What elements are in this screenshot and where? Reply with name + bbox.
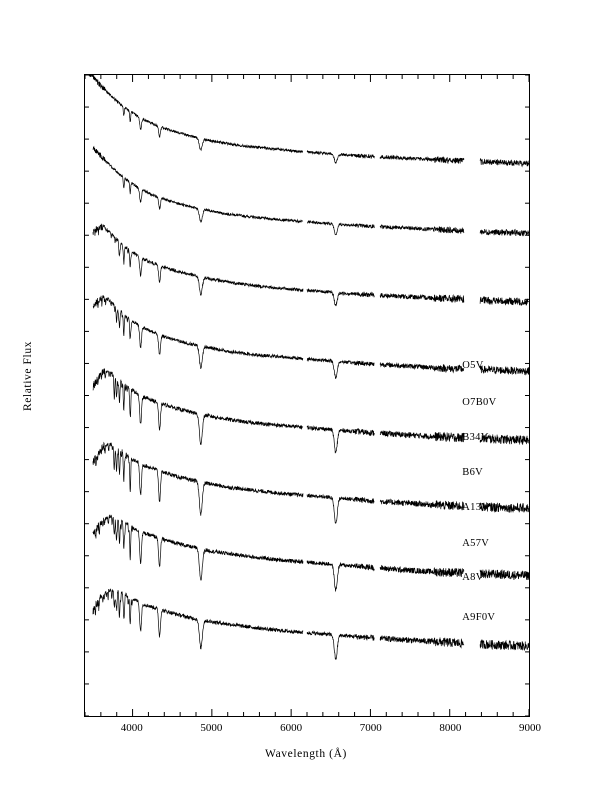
spectrum-trace <box>380 566 464 577</box>
spectrum-trace <box>380 431 464 443</box>
spectrum-trace <box>93 147 303 223</box>
spectrum-trace <box>480 570 529 580</box>
spectrum-trace <box>93 515 303 580</box>
x-tick-label: 5000 <box>200 722 223 734</box>
spectrum-trace <box>380 499 464 510</box>
x-tick-label: 8000 <box>439 722 462 734</box>
spectrum-trace <box>380 155 464 163</box>
series-label: O5V <box>462 359 484 371</box>
spectrum-trace <box>480 640 529 650</box>
spectrum-trace <box>380 636 464 648</box>
series-label: B6V <box>462 466 484 478</box>
spectrum-trace <box>380 362 464 372</box>
x-tick-label: 6000 <box>280 722 303 734</box>
spectrum-trace <box>307 494 374 523</box>
y-axis-label: Relative Flux <box>22 340 34 412</box>
series-label: A57V <box>462 537 490 549</box>
spectrum-trace <box>93 369 303 445</box>
spectrum-trace <box>480 366 529 375</box>
x-axis-label: Wavelength (Å) <box>265 748 347 760</box>
spectrum-trace <box>93 224 303 296</box>
series-label: B34V <box>462 432 489 444</box>
spectrum-trace <box>307 561 374 591</box>
spectrum-trace <box>93 295 303 369</box>
series-label: A9F0V <box>462 612 496 624</box>
spectrum-trace <box>307 289 374 306</box>
spectrum-trace <box>307 426 374 453</box>
spectrum-trace <box>89 75 303 153</box>
spectrum-trace <box>380 225 464 234</box>
spectrum-trace <box>307 221 374 235</box>
x-tick-label: 9000 <box>519 722 541 734</box>
x-tick-label: 4000 <box>120 722 143 734</box>
series-label: A8V <box>462 572 484 584</box>
spectrum-trace <box>93 443 303 516</box>
spectrum-trace <box>93 589 303 649</box>
spectrum-trace <box>307 631 374 659</box>
spectrum-trace <box>307 151 374 164</box>
series-label: A13V <box>462 502 490 514</box>
x-tick-label: 7000 <box>359 722 382 734</box>
spectrum-trace <box>307 358 374 379</box>
series-label: O7B0V <box>462 396 497 408</box>
spectrum-trace <box>380 293 464 302</box>
spectrum-trace <box>480 159 529 167</box>
spectrum-trace <box>480 297 529 306</box>
spectrum-trace <box>480 229 529 236</box>
